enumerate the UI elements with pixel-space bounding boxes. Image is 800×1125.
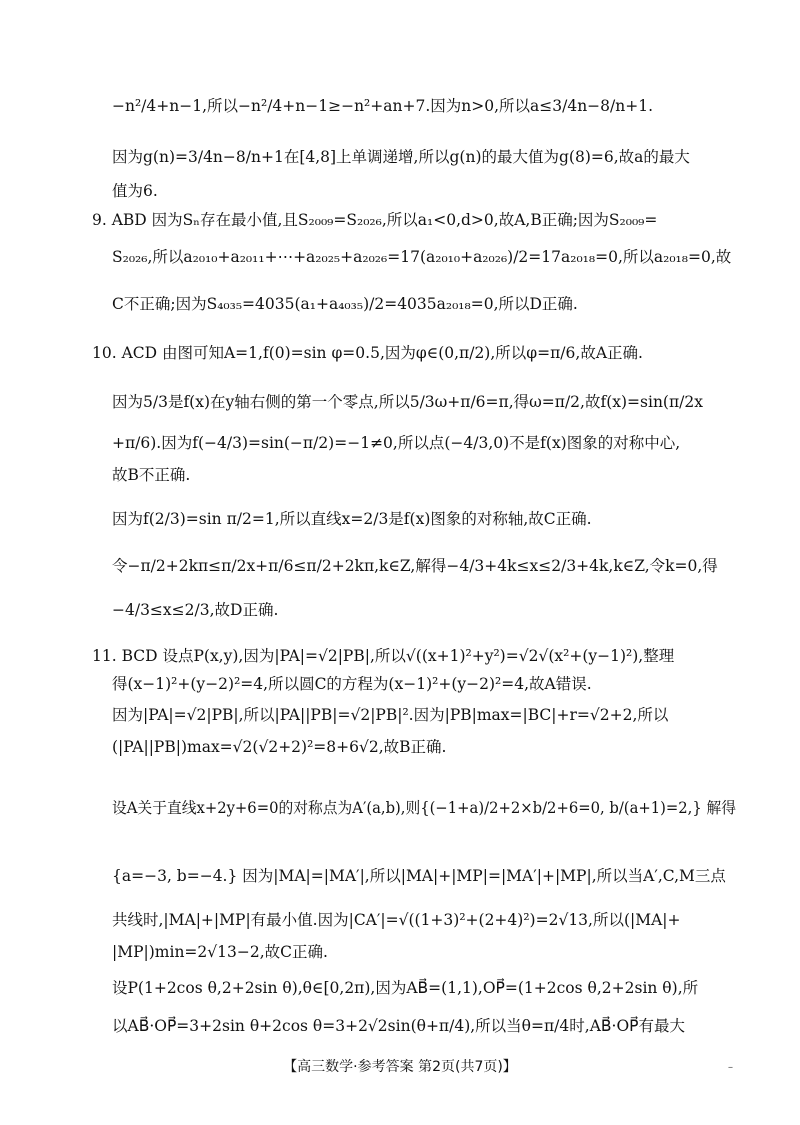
text-line-8: 因为5/3是f(x)在y轴右侧的第一个零点,所以5/3ω+π/6=π,得ω=π/2,故f(x)=sin(π/2x: [112, 393, 703, 411]
text-line-7: 10. ACD 由图可知A=1,f(0)=sin φ=0.5,因为φ∈(0,π/2),所以φ=π/6,故A正确.: [92, 344, 643, 362]
text-line-12: 令−π/2+2kπ≤π/2x+π/6≤π/2+2kπ,k∈Z,解得−4/3+4k≤x≤2/3+4k,k∈Z,令k=0,得: [112, 557, 718, 575]
text-line-3: 值为6.: [112, 182, 158, 200]
text-line-15: 得(x−1)²+(y−2)²=4,所以圆C的方程为(x−1)²+(y−2)²=4,故A错误.: [112, 675, 592, 693]
text-line-1: −n²/4+n−1,所以−n²/4+n−1≥−n²+an+7.因为n>0,所以a≤3/4n−8/n+1.: [112, 97, 654, 115]
text-line-17: (|PA||PB|)max=√2(√2+2)²=8+6√2,故B正确.: [112, 738, 447, 756]
text-line-6: C不正确;因为S₄₀₃₅=4035(a₁+a₄₀₃₅)/2=4035a₂₀₁₈=0,所以D正确.: [112, 295, 578, 313]
page-footer: 【高三数学·参考答案 第2页(共7页)】: [283, 1059, 517, 1075]
text-line-21: |MP|)min=2√13−2,故C正确.: [112, 943, 328, 961]
text-line-4: 9. ABD 因为Sₙ存在最小值,且S₂₀₀₉=S₂₀₂₆,所以a₁<0,d>0,故A,B正确;因为S₂₀₀₉=: [92, 211, 658, 229]
text-line-20: 共线时,|MA|+|MP|有最小值.因为|CA′|=√((1+3)²+(2+4)²)=2√13,所以(|MA|+: [112, 911, 681, 929]
text-line-11: 因为f(2/3)=sin π/2=1,所以直线x=2/3是f(x)图象的对称轴,故C正确.: [112, 510, 592, 528]
text-line-18: 设A关于直线x+2y+6=0的对称点为A′(a,b),则{(−1+a)/2+2×b/2+6=0, b/(a+1)=2,} 解得: [112, 799, 736, 817]
text-line-14: 11. BCD 设点P(x,y),因为|PA|=√2|PB|,所以√((x+1)²+y²)=√2√(x²+(y−1)²),整理: [92, 647, 675, 665]
text-line-9: +π/6).因为f(−4/3)=sin(−π/2)=−1≠0,所以点(−4/3,0)不是f(x)图象的对称中心,: [112, 434, 681, 452]
text-line-19: {a=−3, b=−4.} 因为|MA|=|MA′|,所以|MA|+|MP|=|MA′|+|MP|,所以当A′,C,M三点: [112, 867, 726, 885]
text-line-10: 故B不正确.: [112, 466, 191, 484]
text-line-2: 因为g(n)=3/4n−8/n+1在[4,8]上单调递增,所以g(n)的最大值为g(8)=6,故a的最大: [112, 148, 690, 166]
text-line-5: S₂₀₂₆,所以a₂₀₁₀+a₂₀₁₁+⋯+a₂₀₂₅+a₂₀₂₆=17(a₂₀₁₀+a₂₀₂₆)/2=17a₂₀₁₈=0,所以a₂₀₁₈=0,故: [112, 248, 732, 266]
text-line-16: 因为|PA|=√2|PB|,所以|PA||PB|=√2|PB|².因为|PB|max=|BC|+r=√2+2,所以: [112, 706, 669, 724]
text-line-13: −4/3≤x≤2/3,故D正确.: [112, 601, 279, 619]
text-line-22: 设P(1+2cos θ,2+2sin θ),θ∈[0,2π),因为AB⃗=(1,1),OP⃗=(1+2cos θ,2+2sin θ),所: [112, 979, 699, 997]
corner-mark: –: [728, 1062, 733, 1073]
text-line-23: 以AB⃗·OP⃗=3+2sin θ+2cos θ=3+2√2sin(θ+π/4),所以当θ=π/4时,AB⃗·OP⃗有最大: [112, 1017, 686, 1035]
